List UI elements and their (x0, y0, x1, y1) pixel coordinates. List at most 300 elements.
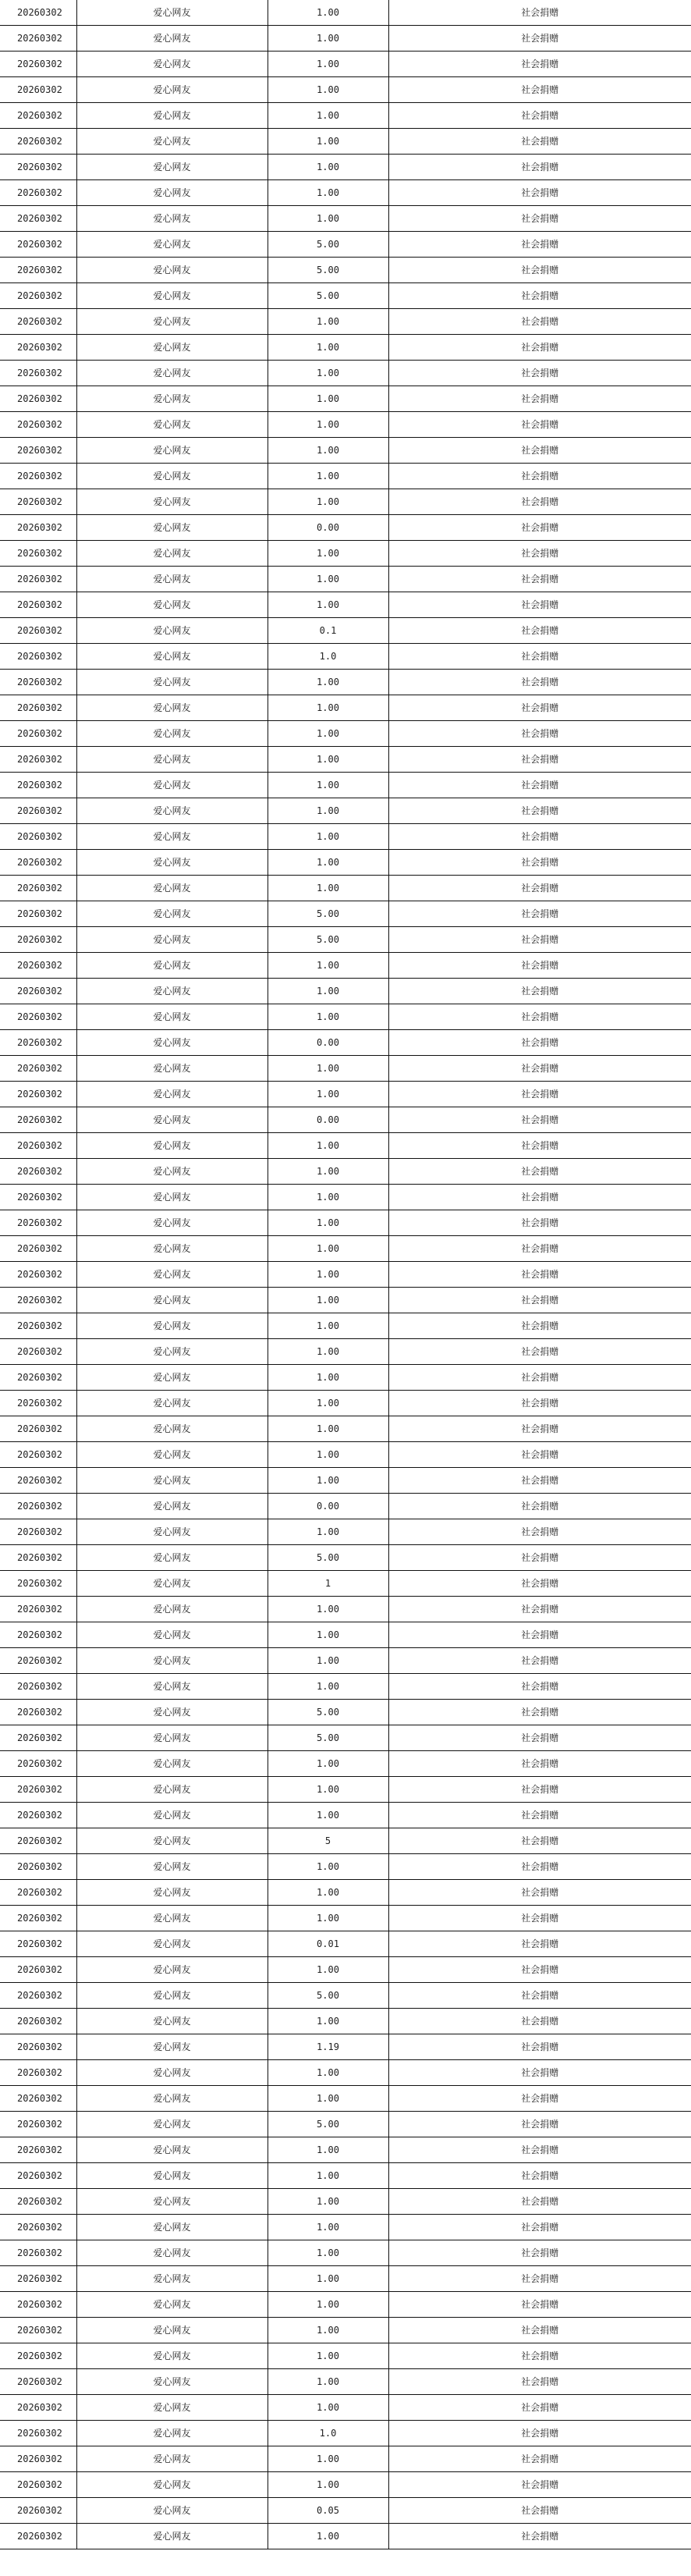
table-row (0, 2498, 691, 2524)
donor-cell: 爱心网友 (76, 77, 268, 103)
table-row (0, 1700, 691, 1725)
amount-cell: 1.19 (268, 2034, 388, 2060)
purpose-cell: 社会捐赠 (388, 1622, 691, 1648)
date-cell: 20260302 (0, 644, 76, 670)
date-cell: 20260302 (0, 2060, 76, 2086)
purpose-cell: 社会捐赠 (388, 1751, 691, 1777)
purpose-cell: 社会捐赠 (388, 1365, 691, 1391)
donor-cell: 爱心网友 (76, 1571, 268, 1597)
date-cell: 20260302 (0, 2472, 76, 2498)
purpose-cell: 社会捐赠 (388, 721, 691, 747)
donor-cell: 爱心网友 (76, 1725, 268, 1751)
donor-cell: 爱心网友 (76, 2472, 268, 2498)
purpose-cell: 社会捐赠 (388, 2034, 691, 2060)
table-row (0, 1519, 691, 1545)
date-cell: 20260302 (0, 798, 76, 824)
date-cell: 20260302 (0, 1210, 76, 1236)
purpose-cell: 社会捐赠 (388, 824, 691, 850)
date-cell: 20260302 (0, 438, 76, 464)
donor-cell: 爱心网友 (76, 1674, 268, 1700)
donor-cell: 爱心网友 (76, 2189, 268, 2215)
amount-cell: 1.00 (268, 1751, 388, 1777)
donor-cell: 爱心网友 (76, 309, 268, 335)
purpose-cell: 社会捐赠 (388, 618, 691, 644)
amount-cell: 1.00 (268, 592, 388, 618)
amount-cell: 1.00 (268, 1313, 388, 1339)
amount-cell: 1.00 (268, 1622, 388, 1648)
table-row (0, 2086, 691, 2112)
table-row (0, 1880, 691, 1906)
table-row (0, 953, 691, 979)
donor-cell: 爱心网友 (76, 618, 268, 644)
table-row (0, 2369, 691, 2395)
table-row (0, 386, 691, 412)
table-row (0, 747, 691, 773)
table-row (0, 1004, 691, 1030)
amount-cell: 1.00 (268, 850, 388, 876)
purpose-cell: 社会捐赠 (388, 695, 691, 721)
purpose-cell: 社会捐赠 (388, 1777, 691, 1803)
amount-cell: 1.00 (268, 2395, 388, 2421)
table-row (0, 361, 691, 386)
table-row (0, 2292, 691, 2318)
purpose-cell: 社会捐赠 (388, 850, 691, 876)
donor-cell: 爱心网友 (76, 1210, 268, 1236)
date-cell: 20260302 (0, 721, 76, 747)
donor-cell: 爱心网友 (76, 1906, 268, 1931)
table-row (0, 1262, 691, 1288)
purpose-cell: 社会捐赠 (388, 1674, 691, 1700)
purpose-cell: 社会捐赠 (388, 2369, 691, 2395)
table-row (0, 129, 691, 155)
purpose-cell: 社会捐赠 (388, 2472, 691, 2498)
date-cell: 20260302 (0, 1854, 76, 1880)
purpose-cell: 社会捐赠 (388, 541, 691, 567)
amount-cell: 1.00 (268, 1391, 388, 1416)
table-row (0, 52, 691, 77)
amount-cell: 1.00 (268, 438, 388, 464)
purpose-cell: 社会捐赠 (388, 1236, 691, 1262)
table-row (0, 773, 691, 798)
date-cell: 20260302 (0, 850, 76, 876)
table-row (0, 1648, 691, 1674)
table-row (0, 438, 691, 464)
purpose-cell: 社会捐赠 (388, 1880, 691, 1906)
date-cell: 20260302 (0, 1030, 76, 1056)
table-row (0, 2009, 691, 2034)
table-row (0, 1391, 691, 1416)
donor-cell: 爱心网友 (76, 773, 268, 798)
purpose-cell: 社会捐赠 (388, 2343, 691, 2369)
date-cell: 20260302 (0, 206, 76, 232)
date-cell: 20260302 (0, 2498, 76, 2524)
table-row (0, 1159, 691, 1185)
amount-cell: 0.00 (268, 1494, 388, 1519)
table-row (0, 77, 691, 103)
amount-cell: 1.00 (268, 1159, 388, 1185)
purpose-cell: 社会捐赠 (388, 1159, 691, 1185)
purpose-cell: 社会捐赠 (388, 309, 691, 335)
date-cell: 20260302 (0, 515, 76, 541)
purpose-cell: 社会捐赠 (388, 2421, 691, 2446)
donor-cell: 爱心网友 (76, 747, 268, 773)
amount-cell: 1.00 (268, 1803, 388, 1828)
amount-cell: 1.00 (268, 2266, 388, 2292)
purpose-cell: 社会捐赠 (388, 1648, 691, 1674)
purpose-cell: 社会捐赠 (388, 567, 691, 592)
date-cell: 20260302 (0, 901, 76, 927)
donor-cell: 爱心网友 (76, 2421, 268, 2446)
table-row (0, 850, 691, 876)
amount-cell: 1.00 (268, 1854, 388, 1880)
table-row (0, 1674, 691, 1700)
amount-cell: 1.00 (268, 180, 388, 206)
date-cell: 20260302 (0, 1906, 76, 1931)
donor-cell: 爱心网友 (76, 438, 268, 464)
donor-cell: 爱心网友 (76, 592, 268, 618)
table-row (0, 798, 691, 824)
amount-cell: 1.00 (268, 1056, 388, 1082)
donor-cell: 爱心网友 (76, 1133, 268, 1159)
purpose-cell: 社会捐赠 (388, 953, 691, 979)
date-cell: 20260302 (0, 1648, 76, 1674)
amount-cell: 1.00 (268, 2240, 388, 2266)
amount-cell: 1.00 (268, 2137, 388, 2163)
purpose-cell: 社会捐赠 (388, 1468, 691, 1494)
date-cell: 20260302 (0, 335, 76, 361)
purpose-cell: 社会捐赠 (388, 747, 691, 773)
amount-cell: 1.00 (268, 1957, 388, 1983)
date-cell: 20260302 (0, 258, 76, 283)
date-cell: 20260302 (0, 2292, 76, 2318)
amount-cell: 5.00 (268, 1545, 388, 1571)
amount-cell: 1.00 (268, 1777, 388, 1803)
table-row (0, 1339, 691, 1365)
date-cell: 20260302 (0, 1597, 76, 1622)
table-row (0, 2395, 691, 2421)
donor-cell: 爱心网友 (76, 1236, 268, 1262)
donor-cell: 爱心网友 (76, 232, 268, 258)
amount-cell: 1.00 (268, 876, 388, 901)
table-row (0, 2240, 691, 2266)
donor-cell: 爱心网友 (76, 567, 268, 592)
donor-cell: 爱心网友 (76, 489, 268, 515)
donor-cell: 爱心网友 (76, 2318, 268, 2343)
amount-cell: 1.00 (268, 2472, 388, 2498)
donor-cell: 爱心网友 (76, 1648, 268, 1674)
date-cell: 20260302 (0, 2266, 76, 2292)
purpose-cell: 社会捐赠 (388, 129, 691, 155)
amount-cell: 1.00 (268, 953, 388, 979)
table-row (0, 1751, 691, 1777)
table-row (0, 232, 691, 258)
purpose-cell: 社会捐赠 (388, 1494, 691, 1519)
date-cell: 20260302 (0, 1828, 76, 1854)
date-cell: 20260302 (0, 1751, 76, 1777)
donor-cell: 爱心网友 (76, 258, 268, 283)
amount-cell: 1.00 (268, 206, 388, 232)
date-cell: 20260302 (0, 1519, 76, 1545)
donor-cell: 爱心网友 (76, 2395, 268, 2421)
amount-cell: 1.00 (268, 979, 388, 1004)
date-cell: 20260302 (0, 1725, 76, 1751)
purpose-cell: 社会捐赠 (388, 2266, 691, 2292)
donor-cell: 爱心网友 (76, 1107, 268, 1133)
amount-cell: 1.00 (268, 489, 388, 515)
amount-cell: 1.00 (268, 1236, 388, 1262)
donor-cell: 爱心网友 (76, 1494, 268, 1519)
date-cell: 20260302 (0, 1777, 76, 1803)
donor-cell: 爱心网友 (76, 670, 268, 695)
purpose-cell: 社会捐赠 (388, 2137, 691, 2163)
purpose-cell: 社会捐赠 (388, 155, 691, 180)
purpose-cell: 社会捐赠 (388, 2498, 691, 2524)
table-row (0, 283, 691, 309)
date-cell: 20260302 (0, 1159, 76, 1185)
table-row (0, 824, 691, 850)
date-cell: 20260302 (0, 52, 76, 77)
date-cell: 20260302 (0, 1545, 76, 1571)
purpose-cell: 社会捐赠 (388, 412, 691, 438)
donor-cell: 爱心网友 (76, 1262, 268, 1288)
date-cell: 20260302 (0, 953, 76, 979)
purpose-cell: 社会捐赠 (388, 1056, 691, 1082)
amount-cell: 1.00 (268, 2446, 388, 2472)
date-cell: 20260302 (0, 1880, 76, 1906)
date-cell: 20260302 (0, 1365, 76, 1391)
purpose-cell: 社会捐赠 (388, 52, 691, 77)
purpose-cell: 社会捐赠 (388, 386, 691, 412)
amount-cell: 1.00 (268, 721, 388, 747)
date-cell: 20260302 (0, 592, 76, 618)
amount-cell: 1.00 (268, 412, 388, 438)
table-row (0, 103, 691, 129)
table-row (0, 2266, 691, 2292)
donor-cell: 爱心网友 (76, 2137, 268, 2163)
purpose-cell: 社会捐赠 (388, 2163, 691, 2189)
donor-cell: 爱心网友 (76, 0, 268, 26)
table-row (0, 2060, 691, 2086)
purpose-cell: 社会捐赠 (388, 361, 691, 386)
table-row (0, 2137, 691, 2163)
date-cell: 20260302 (0, 1004, 76, 1030)
purpose-cell: 社会捐赠 (388, 1442, 691, 1468)
amount-cell: 1.00 (268, 26, 388, 52)
table-row (0, 2472, 691, 2498)
table-row (0, 2034, 691, 2060)
table-row (0, 1494, 691, 1519)
donor-cell: 爱心网友 (76, 1700, 268, 1725)
donor-cell: 爱心网友 (76, 412, 268, 438)
purpose-cell: 社会捐赠 (388, 876, 691, 901)
date-cell: 20260302 (0, 1082, 76, 1107)
table-row (0, 412, 691, 438)
table-row (0, 1803, 691, 1828)
table-row (0, 1854, 691, 1880)
date-cell: 20260302 (0, 567, 76, 592)
donor-cell: 爱心网友 (76, 2034, 268, 2060)
purpose-cell: 社会捐赠 (388, 1107, 691, 1133)
table-row (0, 592, 691, 618)
donor-cell: 爱心网友 (76, 1777, 268, 1803)
amount-cell: 1.00 (268, 52, 388, 77)
purpose-cell: 社会捐赠 (388, 1030, 691, 1056)
date-cell: 20260302 (0, 695, 76, 721)
amount-cell: 1.00 (268, 2369, 388, 2395)
purpose-cell: 社会捐赠 (388, 232, 691, 258)
date-cell: 20260302 (0, 1931, 76, 1957)
purpose-cell: 社会捐赠 (388, 2086, 691, 2112)
purpose-cell: 社会捐赠 (388, 1931, 691, 1957)
amount-cell: 5.00 (268, 2112, 388, 2137)
donor-cell: 爱心网友 (76, 206, 268, 232)
amount-cell: 5.00 (268, 1700, 388, 1725)
amount-cell: 1.00 (268, 0, 388, 26)
purpose-cell: 社会捐赠 (388, 26, 691, 52)
donor-cell: 爱心网友 (76, 979, 268, 1004)
donor-cell: 爱心网友 (76, 103, 268, 129)
table-row (0, 2318, 691, 2343)
purpose-cell: 社会捐赠 (388, 1391, 691, 1416)
table-row (0, 927, 691, 953)
purpose-cell: 社会捐赠 (388, 2009, 691, 2034)
amount-cell: 1.00 (268, 541, 388, 567)
amount-cell: 1 (268, 1571, 388, 1597)
purpose-cell: 社会捐赠 (388, 1288, 691, 1313)
amount-cell: 1.00 (268, 103, 388, 129)
amount-cell: 1.00 (268, 798, 388, 824)
table-row (0, 2163, 691, 2189)
table-row (0, 1082, 691, 1107)
date-cell: 20260302 (0, 1571, 76, 1597)
donor-cell: 爱心网友 (76, 1313, 268, 1339)
donor-cell: 爱心网友 (76, 1159, 268, 1185)
purpose-cell: 社会捐赠 (388, 1803, 691, 1828)
table-row (0, 464, 691, 489)
amount-cell: 1.00 (268, 695, 388, 721)
donor-cell: 爱心网友 (76, 1416, 268, 1442)
purpose-cell: 社会捐赠 (388, 1828, 691, 1854)
purpose-cell: 社会捐赠 (388, 1957, 691, 1983)
date-cell: 20260302 (0, 1056, 76, 1082)
table-row (0, 155, 691, 180)
amount-cell: 1.00 (268, 1880, 388, 1906)
donor-cell: 爱心网友 (76, 1339, 268, 1365)
amount-cell: 1.00 (268, 2318, 388, 2343)
donor-cell: 爱心网友 (76, 180, 268, 206)
amount-cell: 0.1 (268, 618, 388, 644)
table-row (0, 695, 691, 721)
donor-cell: 爱心网友 (76, 464, 268, 489)
date-cell: 20260302 (0, 670, 76, 695)
date-cell: 20260302 (0, 1185, 76, 1210)
donor-cell: 爱心网友 (76, 2369, 268, 2395)
amount-cell: 1.00 (268, 2086, 388, 2112)
date-cell: 20260302 (0, 1674, 76, 1700)
amount-cell: 5.00 (268, 1983, 388, 2009)
date-cell: 20260302 (0, 155, 76, 180)
donor-cell: 爱心网友 (76, 2215, 268, 2240)
donor-cell: 爱心网友 (76, 386, 268, 412)
donor-cell: 爱心网友 (76, 26, 268, 52)
date-cell: 20260302 (0, 2086, 76, 2112)
purpose-cell: 社会捐赠 (388, 1545, 691, 1571)
purpose-cell: 社会捐赠 (388, 2215, 691, 2240)
date-cell: 20260302 (0, 1983, 76, 2009)
purpose-cell: 社会捐赠 (388, 773, 691, 798)
donor-cell: 爱心网友 (76, 2446, 268, 2472)
amount-cell: 1.00 (268, 2343, 388, 2369)
amount-cell: 1.00 (268, 1262, 388, 1288)
table-row (0, 1468, 691, 1494)
date-cell: 20260302 (0, 1288, 76, 1313)
date-cell: 20260302 (0, 2137, 76, 2163)
date-cell: 20260302 (0, 2395, 76, 2421)
amount-cell: 1.00 (268, 567, 388, 592)
date-cell: 20260302 (0, 1468, 76, 1494)
donor-cell: 爱心网友 (76, 541, 268, 567)
amount-cell: 1.00 (268, 2189, 388, 2215)
date-cell: 20260302 (0, 26, 76, 52)
date-cell: 20260302 (0, 0, 76, 26)
date-cell: 20260302 (0, 876, 76, 901)
donor-cell: 爱心网友 (76, 2343, 268, 2369)
amount-cell: 1.00 (268, 1519, 388, 1545)
table-row (0, 2343, 691, 2369)
date-cell: 20260302 (0, 464, 76, 489)
donor-cell: 爱心网友 (76, 695, 268, 721)
donor-cell: 爱心网友 (76, 52, 268, 77)
table-row (0, 1313, 691, 1339)
date-cell: 20260302 (0, 103, 76, 129)
purpose-cell: 社会捐赠 (388, 1700, 691, 1725)
table-row (0, 1236, 691, 1262)
donor-cell: 爱心网友 (76, 2292, 268, 2318)
donor-cell: 爱心网友 (76, 1751, 268, 1777)
purpose-cell: 社会捐赠 (388, 798, 691, 824)
table-row (0, 1777, 691, 1803)
date-cell: 20260302 (0, 1391, 76, 1416)
purpose-cell: 社会捐赠 (388, 258, 691, 283)
donor-cell: 爱心网友 (76, 2266, 268, 2292)
date-cell: 20260302 (0, 489, 76, 515)
date-cell: 20260302 (0, 2343, 76, 2369)
amount-cell: 1.00 (268, 2009, 388, 2034)
purpose-cell: 社会捐赠 (388, 464, 691, 489)
purpose-cell: 社会捐赠 (388, 1210, 691, 1236)
amount-cell: 1.00 (268, 386, 388, 412)
date-cell: 20260302 (0, 773, 76, 798)
donor-cell: 爱心网友 (76, 1082, 268, 1107)
purpose-cell: 社会捐赠 (388, 180, 691, 206)
amount-cell: 1.00 (268, 309, 388, 335)
amount-cell: 1.00 (268, 747, 388, 773)
donor-cell: 爱心网友 (76, 798, 268, 824)
donor-cell: 爱心网友 (76, 927, 268, 953)
purpose-cell: 社会捐赠 (388, 77, 691, 103)
amount-cell: 1.00 (268, 1416, 388, 1442)
date-cell: 20260302 (0, 1442, 76, 1468)
date-cell: 20260302 (0, 2421, 76, 2446)
table-row (0, 2189, 691, 2215)
table-row (0, 1288, 691, 1313)
date-cell: 20260302 (0, 1700, 76, 1725)
date-cell: 20260302 (0, 1803, 76, 1828)
date-cell: 20260302 (0, 129, 76, 155)
purpose-cell: 社会捐赠 (388, 901, 691, 927)
donor-cell: 爱心网友 (76, 155, 268, 180)
purpose-cell: 社会捐赠 (388, 1725, 691, 1751)
